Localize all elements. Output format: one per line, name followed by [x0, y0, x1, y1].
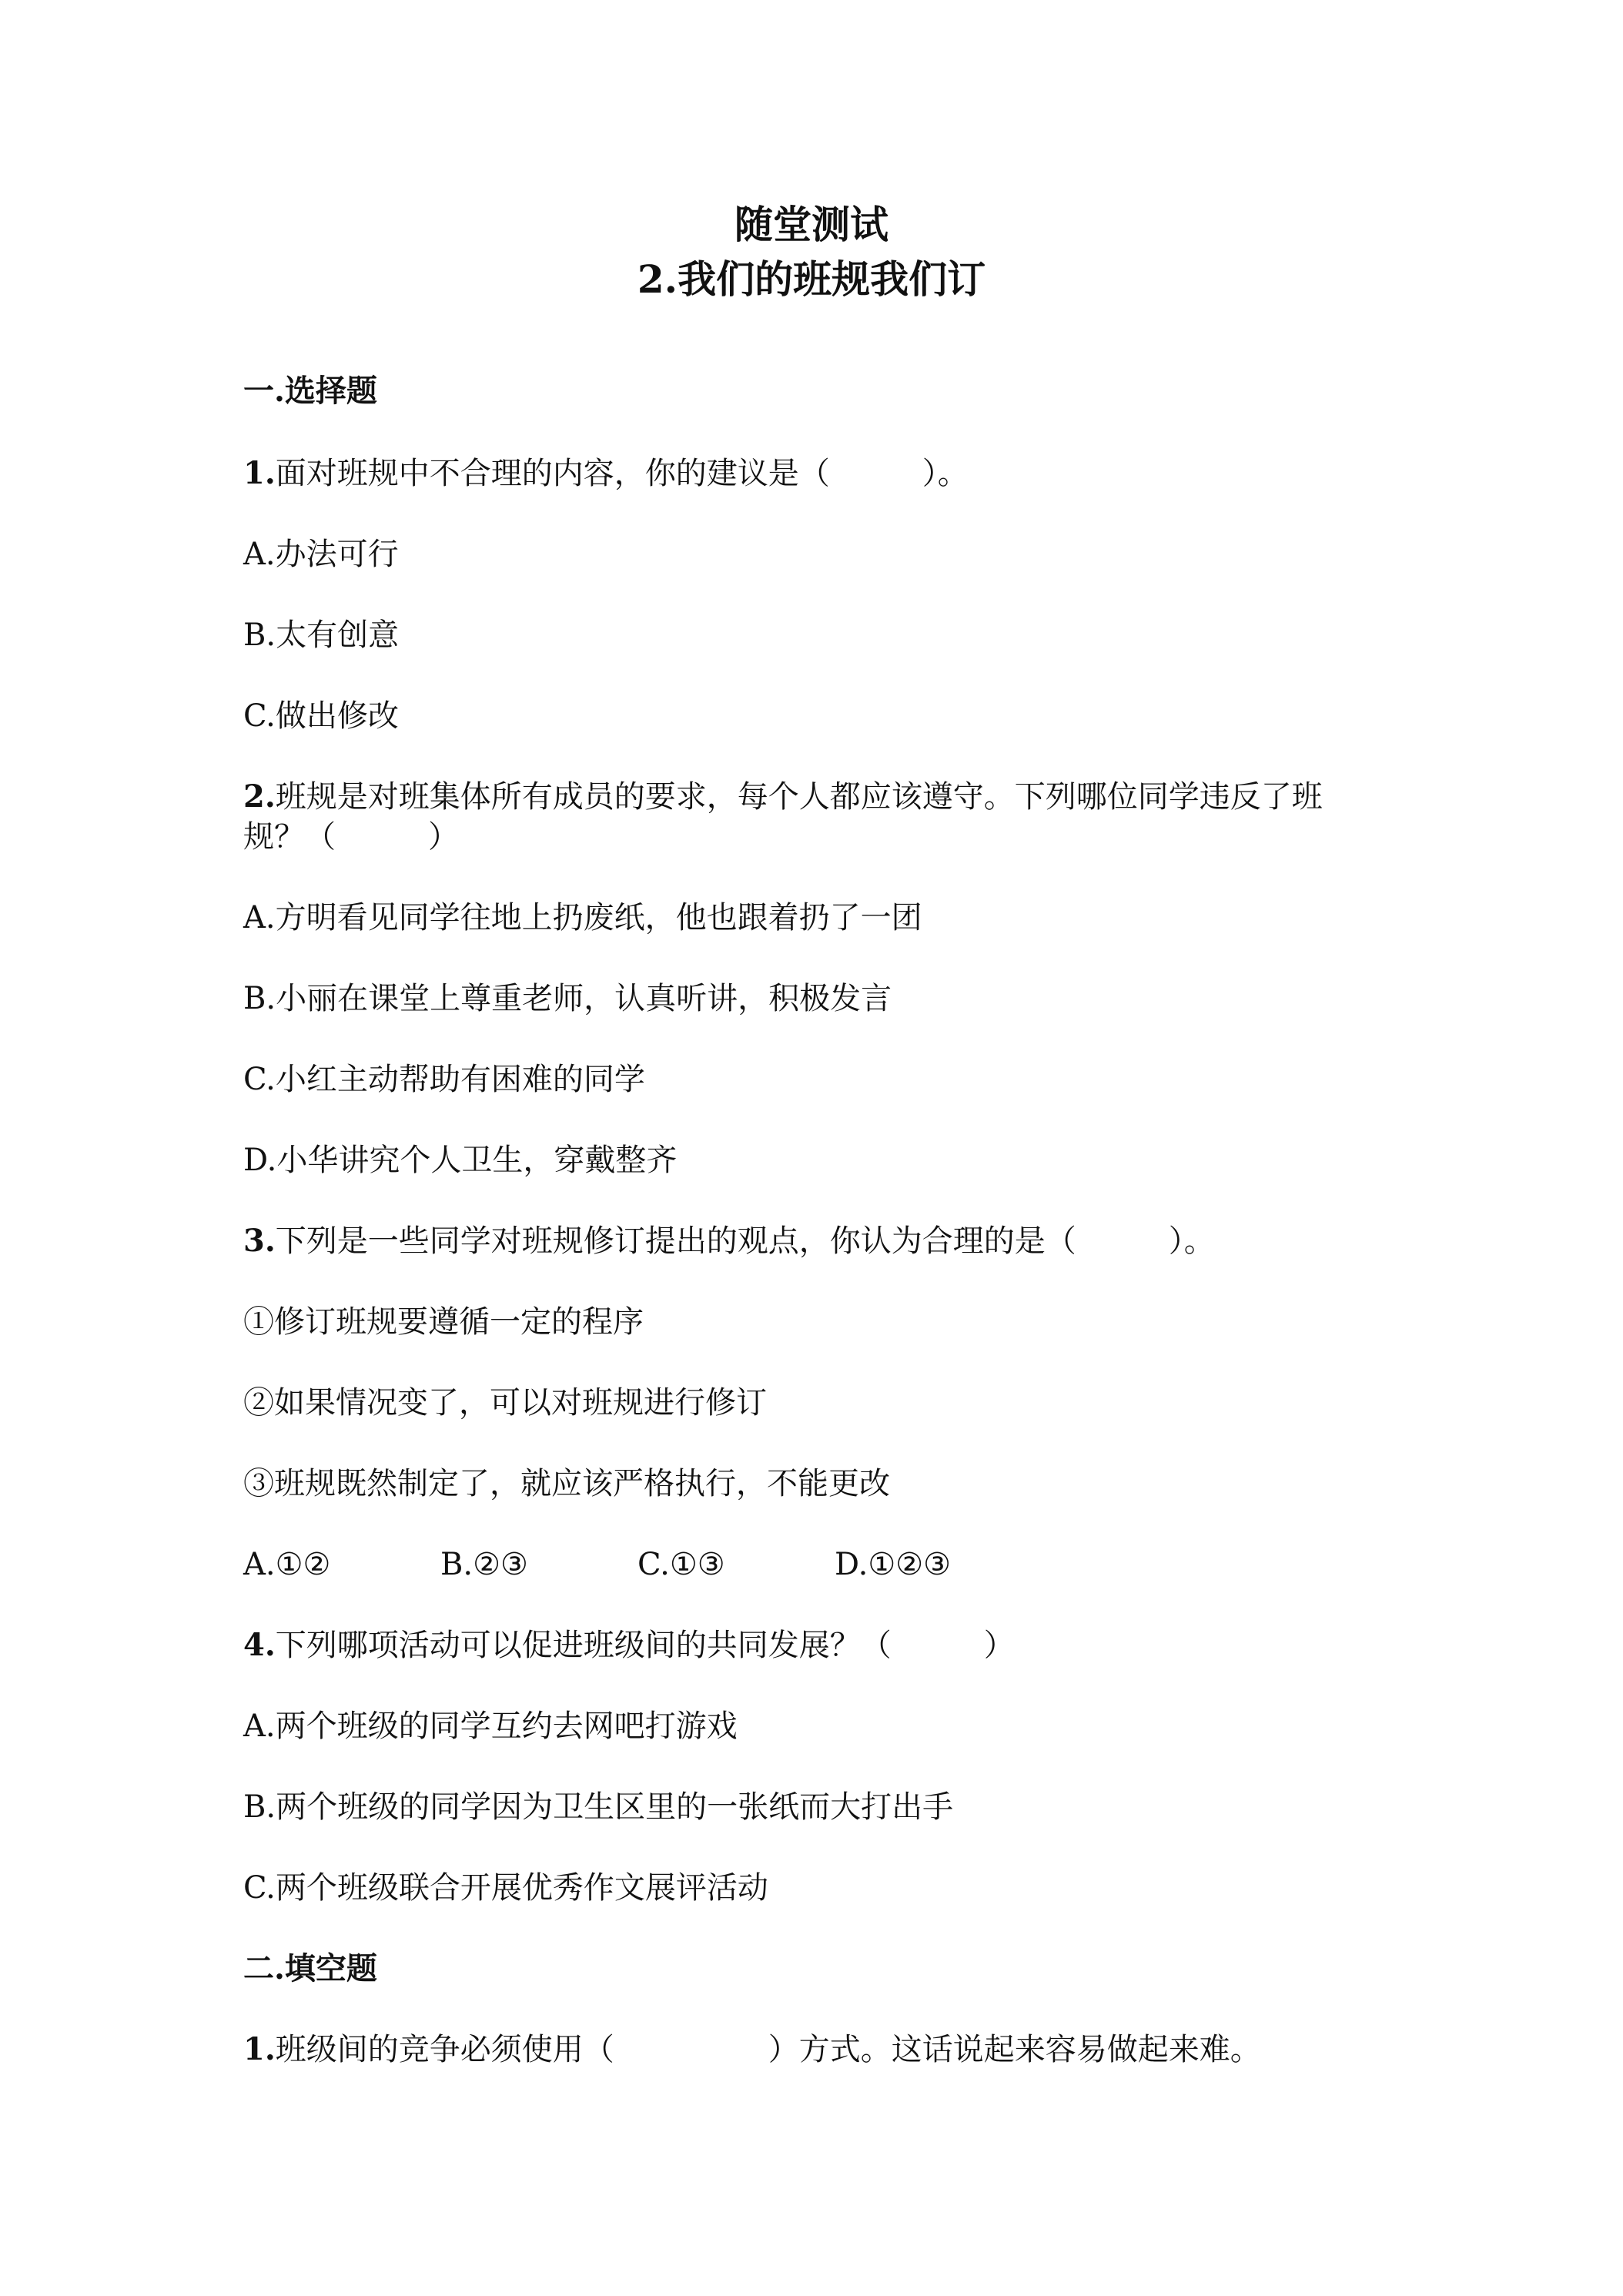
- option-b: B.两个班级的同学因为卫生区里的一张纸而大打出手: [243, 1789, 954, 1825]
- option-a: A.①②: [243, 1547, 331, 1582]
- statement-2: ②如果情况变了，可以对班规进行修订: [243, 1385, 767, 1421]
- question-number: 2.: [243, 778, 276, 815]
- question-text: 班级间的竞争必须使用（ ）方式。这话说起来容易做起来难。: [275, 2032, 1261, 2067]
- section-heading-fill: 二.填空题: [243, 1950, 377, 1986]
- page-title: 随堂测试: [735, 202, 888, 247]
- question-number: 1.: [243, 455, 276, 491]
- fill-question-1: [243, 2030, 1261, 2070]
- option-b: B.小丽在课堂上尊重老师，认真听讲，积极发言: [243, 981, 892, 1016]
- question-2-continued: 规？（ ）: [243, 819, 459, 855]
- question-4: [243, 1625, 1015, 1665]
- question-text: 下列是一些同学对班规修订提出的观点，你认为合理的是（ ）。: [275, 1223, 1215, 1259]
- question-text: 下列哪项活动可以促进班级间的共同发展？（ ）: [275, 1628, 1015, 1663]
- question-3: [243, 1221, 1215, 1261]
- page-subtitle: 2.我们的班规我们订: [637, 256, 986, 302]
- option-c: C.小红主动帮助有困难的同学: [243, 1062, 645, 1097]
- option-a: A.方明看见同学往地上扔废纸，他也跟着扔了一团: [243, 900, 922, 935]
- option-b: B.②③: [440, 1547, 528, 1582]
- option-a: A.办法可行: [243, 537, 399, 572]
- option-a: A.两个班级的同学互约去网吧打游戏: [243, 1709, 738, 1744]
- question-text: 班规是对班集体所有成员的要求，每个人都应该遵守。下列哪位同学违反了班: [275, 779, 1323, 815]
- question-number: 1.: [243, 2031, 276, 2067]
- option-c: C.两个班级联合开展优秀作文展评活动: [243, 1870, 768, 1906]
- question-number: 4.: [243, 1627, 276, 1663]
- question-1: [243, 454, 969, 494]
- option-d: D.①②③: [835, 1547, 951, 1582]
- option-c: C.做出修改: [243, 698, 399, 734]
- question-2: [243, 777, 1323, 817]
- statement-1: ①修订班规要遵循一定的程序: [243, 1304, 644, 1340]
- question-text: 面对班规中不合理的内容，你的建议是（ ）。: [275, 456, 969, 491]
- section-heading-choice: 一.选择题: [243, 373, 377, 409]
- option-d: D.小华讲究个人卫生，穿戴整齐: [243, 1143, 678, 1178]
- question-number: 3.: [243, 1223, 276, 1259]
- option-c: C.①③: [637, 1547, 725, 1582]
- statement-3: ③班规既然制定了，就应该严格执行，不能更改: [243, 1466, 890, 1501]
- option-b: B.太有创意: [243, 618, 400, 653]
